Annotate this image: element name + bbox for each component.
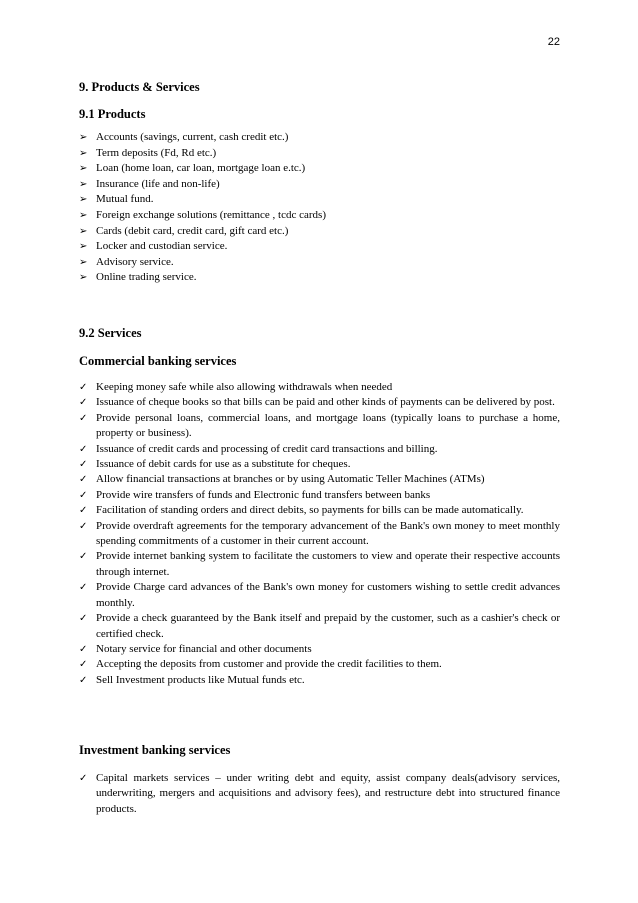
commercial-service-item: [79, 488, 560, 503]
arrow-bullet-icon: ➢: [79, 272, 88, 284]
product-item: [79, 161, 560, 177]
arrow-bullet-icon: ➢: [79, 256, 88, 268]
commercial-service-item-text: Provide Charge card advances of the Bank's own money for customers wishing to settle credit advances monthly.: [96, 581, 560, 609]
commercial-service-item: [79, 642, 560, 657]
commercial-service-item-text: Allow financial transactions at branches or by using Automatic Teller Machines (ATMs): [96, 473, 485, 486]
commercial-service-item-text: Provide a check guaranteed by the Bank itself and prepaid by the customer, such as a cashier's check or certified check.: [96, 612, 560, 640]
checkmark-icon: ✓: [79, 520, 88, 532]
product-item: [79, 208, 560, 224]
checkmark-icon: ✓: [79, 459, 88, 471]
commercial-service-item: [79, 411, 560, 442]
checkmark-icon: ✓: [79, 397, 88, 409]
checkmark-icon: ✓: [79, 474, 88, 486]
services-heading: 9.2 Services: [79, 326, 142, 340]
commercial-service-item: [79, 580, 560, 611]
arrow-bullet-icon: ➢: [79, 209, 88, 221]
investment-list: [79, 771, 560, 817]
product-item-text: Term deposits (Fd, Rd etc.): [96, 146, 217, 159]
commercial-service-item-text: Accepting the deposits from customer and provide the credit facilities to them.: [96, 658, 442, 671]
commercial-service-item-text: Keeping money safe while also allowing withdrawals when needed: [96, 381, 393, 393]
commercial-service-item: [79, 673, 560, 688]
checkmark-icon: ✓: [79, 382, 88, 393]
arrow-bullet-icon: ➢: [79, 241, 88, 253]
commercial-service-item: [79, 519, 560, 550]
commercial-service-item-text: Provide personal loans, commercial loans, and mortgage loans (typically loans to purchase a home, property or business).: [96, 411, 560, 440]
investment-service-item-text: Capital markets services – under writing debt and equity, assist company deals(advisory services, underwriting, mergers and acquisitions and advisory fees), and restructure debt into structured finance products.: [96, 772, 560, 815]
commercial-service-item: [79, 611, 560, 642]
product-item-text: Online trading service.: [96, 271, 197, 284]
product-item-text: Accounts (savings, current, cash credit etc.): [96, 131, 289, 143]
checkmark-icon: ✓: [79, 674, 88, 686]
checkmark-icon: ✓: [79, 773, 88, 784]
section-heading-products-services: [79, 79, 560, 95]
product-item: [79, 239, 560, 255]
product-item-text: Advisory service.: [96, 255, 174, 268]
services-section: [79, 325, 560, 341]
product-item: [79, 146, 560, 162]
checkmark-icon: ✓: [79, 505, 88, 517]
commercial-heading: Commercial banking services: [79, 354, 237, 368]
product-item: [79, 224, 560, 240]
investment-section: [79, 742, 560, 758]
commercial-service-item-text: Provide internet banking system to facilitate the customers to view and operate their respective accounts through internet.: [96, 550, 560, 578]
product-item: [79, 270, 560, 286]
commercial-service-item: [79, 549, 560, 580]
commercial-service-item-text: Issuance of cheque books so that bills can be paid and other kinds of payments can be delivered by post.: [96, 396, 555, 409]
product-item-text: Cards (debit card, credit card, gift card etc.): [96, 224, 289, 237]
checkmark-icon: ✓: [79, 613, 88, 625]
checkmark-icon: ✓: [79, 582, 88, 594]
products-heading: 9.1 Products: [79, 107, 146, 121]
arrow-bullet-icon: ➢: [79, 178, 88, 190]
commercial-service-item-text: Issuance of credit cards and processing of credit card transactions and billing.: [96, 442, 438, 455]
commercial-service-item: [79, 503, 560, 518]
investment-heading: Investment banking services: [79, 743, 231, 757]
commercial-section: [79, 353, 560, 369]
investment-service-item: [79, 771, 560, 817]
page-number: 22: [547, 36, 560, 48]
product-item: [79, 177, 560, 193]
checkmark-icon: ✓: [79, 659, 88, 671]
commercial-list-container: [79, 380, 560, 688]
arrow-bullet-icon: ➢: [79, 225, 88, 237]
checkmark-icon: ✓: [79, 643, 88, 655]
investment-list-container: [79, 771, 560, 817]
arrow-bullet-icon: ➢: [79, 163, 88, 175]
commercial-service-item: [79, 395, 560, 410]
product-item-text: Mutual fund.: [96, 193, 154, 206]
commercial-service-item: [79, 380, 560, 395]
commercial-service-item-text: Sell Investment products like Mutual funds etc.: [96, 673, 305, 686]
products-list-container: [79, 130, 560, 286]
commercial-service-item: [79, 457, 560, 472]
products-list: [79, 130, 560, 286]
arrow-bullet-icon: ➢: [79, 194, 88, 206]
product-item-text: Loan (home loan, car loan, mortgage loan e.tc.): [96, 162, 306, 175]
commercial-service-item: [79, 657, 560, 672]
checkmark-icon: ✓: [79, 443, 88, 455]
commercial-service-item: [79, 472, 560, 487]
checkmark-icon: ✓: [79, 551, 88, 563]
checkmark-icon: ✓: [79, 489, 88, 501]
commercial-service-item-text: Notary service for financial and other documents: [96, 642, 312, 655]
checkmark-icon: ✓: [79, 412, 88, 424]
product-item: [79, 255, 560, 271]
commercial-service-item: [79, 442, 560, 457]
commercial-service-item-text: Provide overdraft agreements for the temporary advancement of the Bank's own money to meet monthly spending commitments of a customer in their current account.: [96, 519, 560, 548]
products-section: [79, 106, 560, 122]
commercial-service-item-text: Provide wire transfers of funds and Electronic fund transfers between banks: [96, 488, 431, 501]
main-heading: 9. Products & Services: [79, 80, 200, 94]
arrow-bullet-icon: ➢: [79, 147, 88, 159]
commercial-service-item-text: Issuance of debit cards for use as a substitute for cheques.: [96, 458, 351, 471]
product-item-text: Foreign exchange solutions (remittance , tcdc cards): [96, 208, 327, 221]
product-item: [79, 130, 560, 146]
product-item-text: Locker and custodian service.: [96, 240, 228, 253]
product-item: [79, 192, 560, 208]
arrow-bullet-icon: ➢: [79, 132, 88, 143]
product-item-text: Insurance (life and non-life): [96, 177, 220, 190]
commercial-service-item-text: Facilitation of standing orders and direct debits, so payments for bills can be made automatically.: [96, 504, 524, 517]
commercial-list: [79, 380, 560, 688]
